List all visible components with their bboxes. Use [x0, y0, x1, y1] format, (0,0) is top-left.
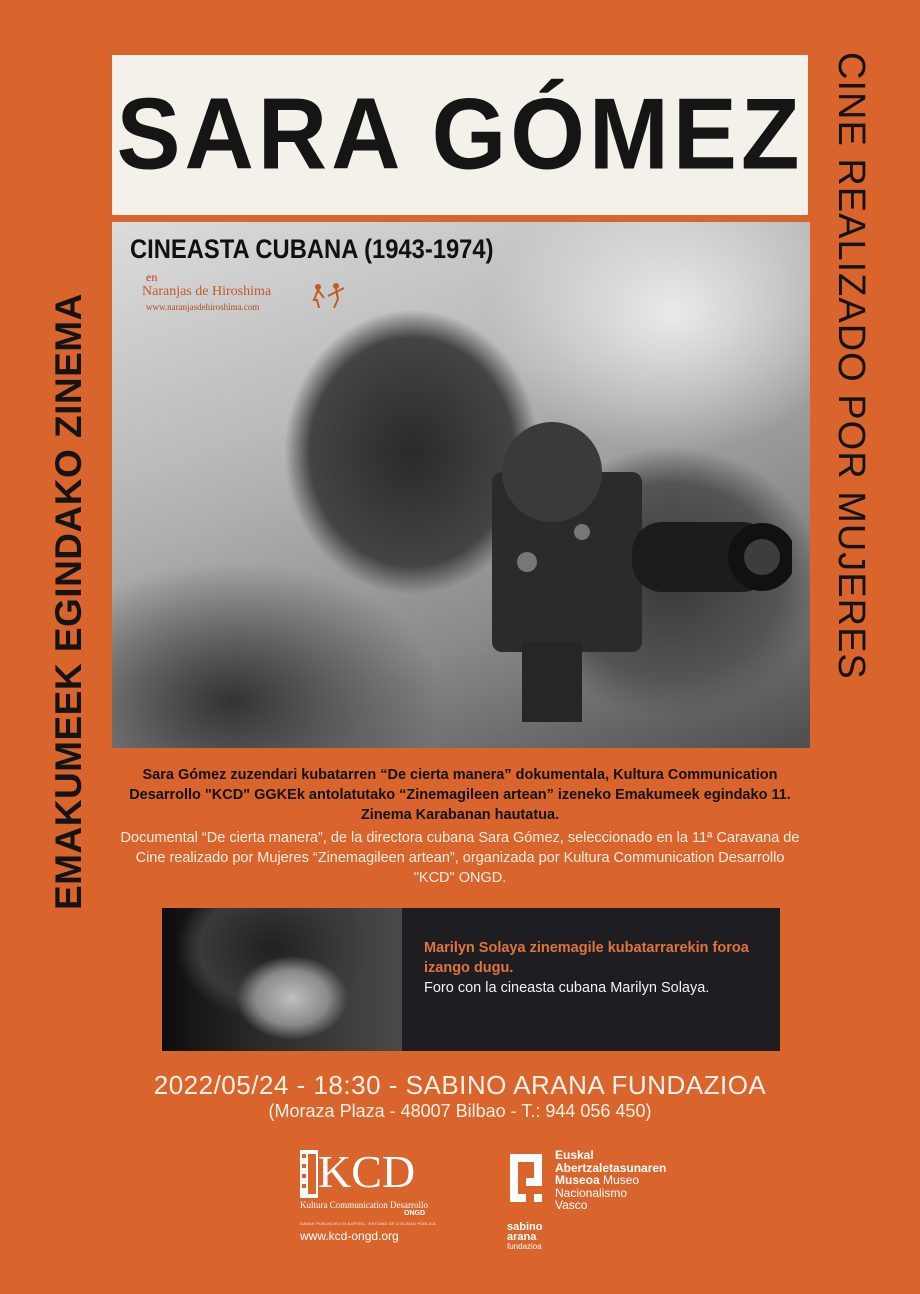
title-box — [112, 55, 808, 215]
poster-title: SARA GÓMEZ — [116, 78, 804, 191]
museum-line-5: Vasco — [555, 1198, 588, 1212]
side-text-right-label: CINE REALIZADO POR MUJERES — [830, 52, 872, 680]
kcd-name: Kultura Communication Desarrollo — [300, 1200, 428, 1210]
museum-logo-icon — [506, 1150, 546, 1206]
description-spanish: Documental “De cierta manera”, de la directora cubana Sara Gómez, seleccionado en la 11ª Caravana de Cine realizado por Mujeres “Zinemagileen artean”, organizada por Kultura Communication Desarrollo "KCD" ONGD. — [120, 830, 800, 886]
foundation-line-1: sabino — [507, 1221, 543, 1233]
source-name: Naranjas de Hiroshima — [142, 284, 272, 299]
kcd-ongd: ONGD — [404, 1210, 425, 1217]
poster-subtitle: CINEASTA CUBANA (1943-1974) — [130, 234, 494, 264]
forum-box — [162, 908, 780, 1051]
side-text-left-label: EMAKUMEEK EGINDAKO ZINEMA — [48, 293, 89, 910]
hero-photo — [112, 222, 810, 748]
museum-line-3: Museo — [599, 1173, 640, 1187]
forum-text — [424, 938, 764, 998]
source-prefix: en — [146, 270, 158, 284]
museum-line-4: Nacionalismo — [555, 1185, 628, 1200]
film-strip-icon — [300, 1150, 318, 1198]
dancers-icon — [308, 282, 348, 308]
film-camera-image — [432, 412, 792, 722]
kcd-website-link[interactable]: www.kcd-ongd.org — [300, 1229, 399, 1243]
event-address: (Moraza Plaza - 48007 Bilbao - T.: 944 056 450) — [268, 1101, 652, 1121]
foundation-line-2: arana — [507, 1231, 537, 1243]
kcd-letters: KCD — [318, 1146, 416, 1197]
kcd-tagline: DANAK PUBLIKOKO ELKARTEA - ENTIDAD DE UTILIDAD PÚBLICA — [300, 1221, 436, 1226]
foundation-line-3: fundazioa — [507, 1242, 542, 1251]
description-basque: Sara Gómez zuzendari kubatarren “De cierta manera” dokumentala, Kultura Communication Desarrollo "KCD" GGKEk antolatutako “Zinemagileen artean” izeneko Emakumeek egindako 11. Zinema Karabanan hautatua. — [129, 767, 791, 823]
guest-portrait — [162, 908, 402, 1051]
museum-line-1: Euskal — [555, 1148, 594, 1162]
museum-line-3-bold: Museoa — [555, 1173, 600, 1187]
forum-text-spanish: Foro con la cineasta cubana Marilyn Solaya. — [424, 980, 710, 996]
source-url: www.naranjasdehiroshima.com — [146, 302, 260, 312]
museum-name — [555, 1149, 666, 1212]
museum-line-2: Abertzaletasunaren — [555, 1160, 667, 1175]
event-details: 2022/05/24 - 18:30 - SABINO ARANA FUNDAZIOA — [153, 1070, 767, 1100]
foundation-logo — [507, 1222, 542, 1252]
forum-text-basque: Marilyn Solaya zinemagile kubatarrarekin foroa izango dugu. — [424, 940, 749, 976]
